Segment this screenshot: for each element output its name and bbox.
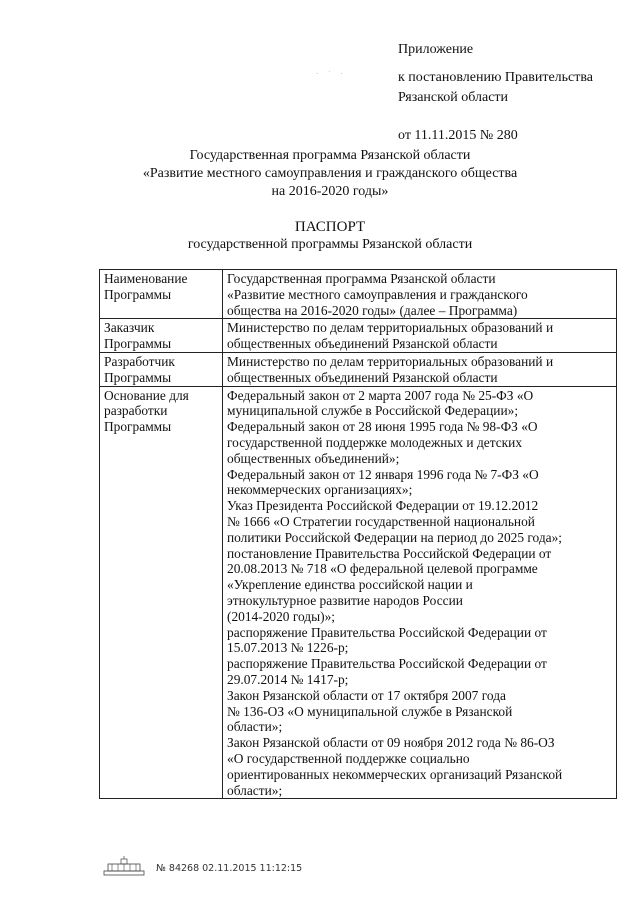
- registration-stamp: № 84268 02.11.2015 11:12:15: [156, 863, 303, 874]
- table-cell-label: [100, 386, 223, 799]
- value-line: некоммерческих организациях»;: [227, 482, 413, 498]
- label-line: Заказчик: [104, 320, 155, 336]
- value-line: общественных объединений Рязанской области: [227, 369, 498, 385]
- program-title-line: «Развитие местного самоуправления и гражданского общества: [142, 166, 518, 181]
- program-title-line: на 2016-2020 годы»: [271, 184, 389, 199]
- value-line: «Развитие местного самоуправления и гражданского: [227, 286, 528, 302]
- table-row: [100, 319, 617, 353]
- government-building-icon: [102, 856, 146, 878]
- scan-specks: · ˙ ·: [316, 70, 347, 78]
- label-line: Программы: [104, 419, 172, 435]
- passport-heading-block: [100, 218, 560, 254]
- value-line: (2014-2020 годы)»;: [227, 608, 335, 624]
- label-line: Программы: [104, 286, 172, 302]
- value-line: Закон Рязанской области от 09 ноября 2012 года № 86-ОЗ: [227, 735, 555, 751]
- table-cell-value: [223, 319, 617, 353]
- value-line: «Укрепление единства российской нации и: [227, 577, 473, 593]
- value-line: 29.07.2014 № 1417-р;: [227, 671, 349, 687]
- passport-subheading: государственной программы Рязанской области: [187, 237, 473, 252]
- value-line: Указ Президента Российской Федерации от 19.12.2012: [227, 498, 539, 514]
- appendix-line: Рязанской области: [398, 90, 509, 105]
- value-line: № 136-ОЗ «О муниципальной службе в Рязанской: [227, 703, 513, 719]
- passport-heading: ПАСПОРТ: [294, 219, 366, 235]
- value-line: Закон Рязанской области от 17 октября 2007 года: [227, 687, 506, 703]
- appendix-block: [398, 40, 593, 146]
- value-line: ориентированных некоммерческих организаций Рязанской: [227, 766, 563, 782]
- value-line: Федеральный закон от 28 июня 1995 года № 98-ФЗ «О: [227, 419, 538, 435]
- value-line: Министерство по делам территориальных образований и: [227, 353, 554, 369]
- value-line: политики Российской Федерации на период до 2025 года»;: [227, 529, 563, 545]
- appendix-line: к постановлению Правительства: [398, 70, 594, 85]
- value-line: постановление Правительства Российской Федерации от: [227, 545, 552, 561]
- value-line: Министерство по делам территориальных образований и: [227, 320, 554, 336]
- value-line: государственной поддержке молодежных и детских: [227, 434, 523, 450]
- label-line: Программы: [104, 369, 172, 385]
- table-cell-label: [100, 319, 223, 353]
- table-row: [100, 270, 617, 319]
- appendix-date: от 11.11.2015 № 280: [398, 128, 518, 143]
- value-line: общественных объединений Рязанской области: [227, 336, 498, 352]
- table-cell-value: [223, 386, 617, 799]
- value-line: общества на 2016-2020 годы» (далее – Программа): [227, 302, 518, 318]
- value-line: № 1666 «О Стратегии государственной национальной: [227, 513, 535, 529]
- table-cell-label: [100, 270, 223, 319]
- value-line: «О государственной поддержке социально: [227, 750, 470, 766]
- value-line: муниципальной службе в Российской Федерации»;: [227, 403, 519, 419]
- value-line: Федеральный закон от 2 марта 2007 года № 25-ФЗ «О: [227, 387, 534, 403]
- value-line: Государственная программа Рязанской области: [227, 271, 496, 286]
- table-cell-value: [223, 352, 617, 386]
- value-line: общественных объединений»;: [227, 450, 400, 466]
- program-title-line: Государственная программа Рязанской области: [189, 148, 471, 163]
- value-line: этнокультурное развитие народов России: [227, 592, 463, 608]
- label-line: разработки: [104, 403, 168, 419]
- appendix-line: Приложение: [398, 42, 474, 57]
- value-line: области»;: [227, 782, 283, 798]
- table-row: [100, 352, 617, 386]
- table-cell-label: [100, 352, 223, 386]
- value-line: Федеральный закон от 12 января 1996 года № 7-ФЗ «О: [227, 466, 539, 482]
- value-line: распоряжение Правительства Российской Федерации от: [227, 656, 547, 672]
- passport-table: [99, 269, 617, 799]
- table-row: [100, 386, 617, 799]
- table-cell-value: [223, 270, 617, 319]
- label-line: Основание для: [104, 387, 189, 403]
- value-line: области»;: [227, 719, 283, 735]
- value-line: 15.07.2013 № 1226-р;: [227, 640, 349, 656]
- program-title: [100, 147, 560, 201]
- label-line: Наименование: [104, 271, 188, 286]
- value-line: распоряжение Правительства Российской Федерации от: [227, 624, 547, 640]
- label-line: Программы: [104, 336, 172, 352]
- label-line: Разработчик: [104, 353, 175, 369]
- footer: [102, 856, 302, 878]
- value-line: 20.08.2013 № 718 «О федеральной целевой программе: [227, 561, 538, 577]
